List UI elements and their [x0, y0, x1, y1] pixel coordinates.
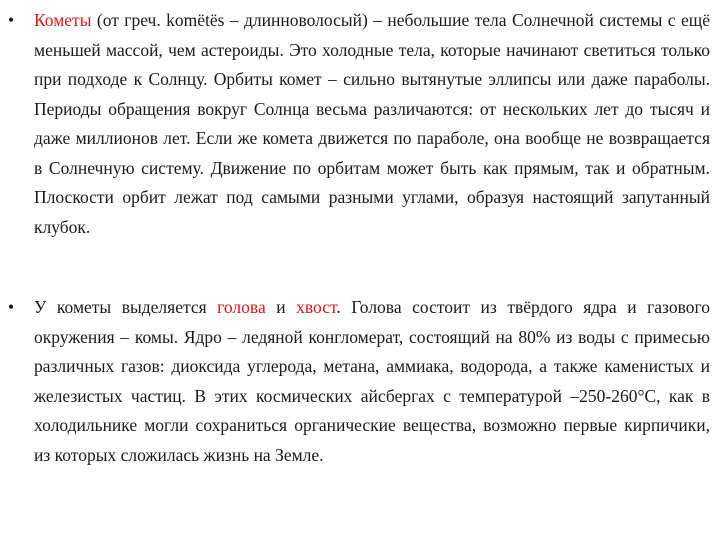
bullet-item-comet-structure — [0, 293, 720, 470]
bullet-item-comets — [0, 6, 720, 242]
bullet-marker: • — [8, 10, 15, 30]
paragraph-text: . Голова состоит из твёрдого ядра и газового окружения – комы. Ядро – ледяной конгломерат, состоящий на 80% из воды с примесью различных газов: диоксида углерода, метана, аммиака, водорода, а также каменистых и железистых частиц. В этих космических айсбергах с температурой –250-260°С, как в холодильнике могли сохраниться органические вещества, возможно первые кирпичики, из которых сложилась жизнь на Земле. — [34, 297, 710, 465]
term-tail: хвост — [296, 297, 337, 317]
paragraph-conjunction: и — [265, 297, 297, 317]
bullet-paragraph — [34, 6, 710, 242]
bullet-paragraph — [34, 293, 710, 470]
term-comets: Кометы — [34, 10, 92, 30]
bullet-marker: • — [8, 297, 15, 317]
term-head: голова — [217, 297, 266, 317]
paragraph-text: (от греч. komëtës – длинноволосый) – небольшие тела Солнечной системы с ещё меньшей массой, чем астероиды. Это холодные тела, которые начинают светиться только при подходе к Солнцу. Орбиты комет – сильно вытянутые эллипсы или даже параболы. Периоды обращения вокруг Солнца весьма различаются: от нескольких лет до тысяч и даже миллионов лет. Если же комета движется по параболе, она вообще не возвращается в Солнечную систему. Движение по орбитам может быть как прямым, так и обратным. Плоскости орбит лежат под самыми разными углами, образуя настоящий запутанный клубок. — [34, 10, 710, 237]
paragraph-intro: У кометы выделяется — [34, 297, 218, 317]
